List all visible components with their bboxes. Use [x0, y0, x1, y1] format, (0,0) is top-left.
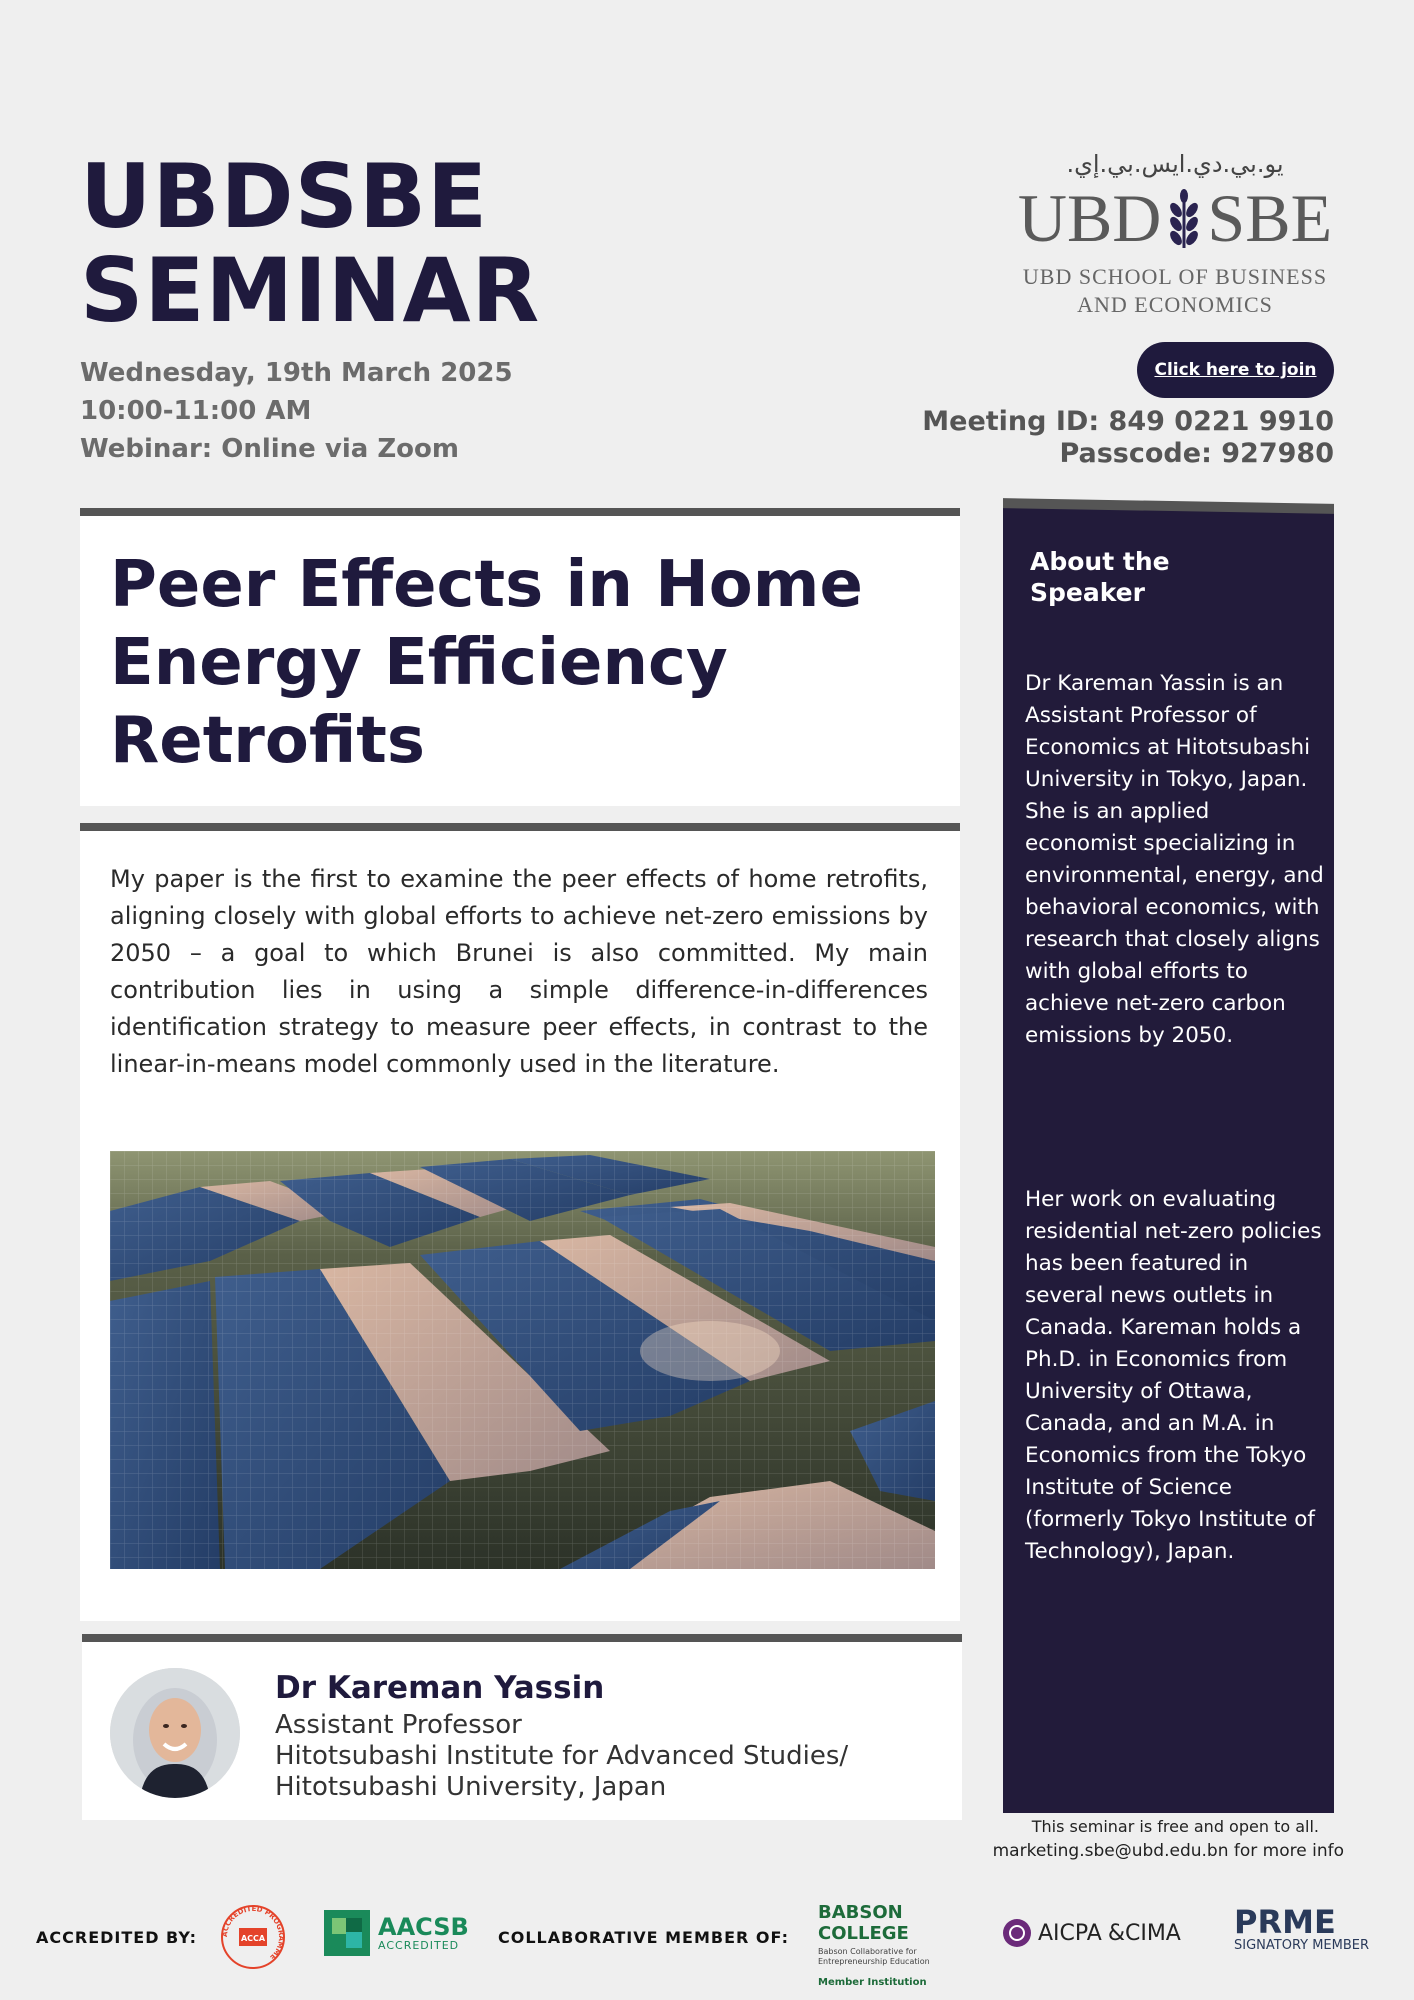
about-speaker-sidebar — [1003, 508, 1334, 1813]
speaker-role: Assistant Professor — [275, 1710, 522, 1740]
speaker-bio-paragraph-2: Her work on evaluating residential net-zero policies has been featured in several news outlets in Canada. Kareman holds a Ph.D. in Economics from University of Ottawa, Canada, and an M.A. in Economics from the Tokyo Institute of Science (formerly Tokyo Institute of Technology), Japan. — [1025, 1187, 1322, 1564]
aicpa-mark-icon — [1002, 1918, 1032, 1948]
logo-subtitle-line1: UBD SCHOOL OF BUSINESS — [1022, 263, 1328, 289]
logo-subtitle-line2: AND ECONOMICS — [1077, 291, 1273, 317]
event-time: 10:00-11:00 AM — [80, 396, 312, 426]
aacsb-text: AACSB — [378, 1912, 469, 1941]
speaker-bio-paragraph-1: Dr Kareman Yassin is an Assistant Professor of Economics at Hitotsubashi University in Tokyo, Japan. She is an applied economist specializing in environmental, energy, and behavioral economics, with research that closely aligns with global efforts to achieve net-zero carbon emissions by 2050. — [1025, 671, 1324, 1048]
talk-title-line1: Peer Effects in Home — [110, 548, 863, 622]
event-venue: Webinar: Online via Zoom — [80, 434, 459, 464]
babson-logo — [818, 1902, 968, 1988]
accredited-by-label: ACCREDITED BY: — [36, 1928, 197, 1947]
aacsb-subtext: ACCREDITED — [378, 1938, 460, 1952]
speaker-affiliation-line1: Hitotsubashi Institute for Advanced Studies/ — [275, 1741, 849, 1771]
seminar-title-line1: UBDSBE — [80, 145, 489, 248]
about-heading-line2: Speaker — [1030, 578, 1145, 607]
prme-logo — [1234, 1903, 1370, 1953]
acca-logo — [220, 1904, 286, 1970]
abstract-text: My paper is the first to examine the peer effects of home retrofits, aligning closely with global efforts to achieve net-zero emissions by 2050 – a goal to which Brunei is also committed. My main contribution lies in using a simple difference-in-differences identification strategy to measure peer effects, in contrast to the linear-in-means model commonly used in the literature. — [110, 865, 928, 1078]
seminar-title — [80, 145, 541, 342]
babson-sub1: Babson Collaborative for — [818, 1947, 917, 1956]
aacsb-logo — [324, 1910, 469, 1956]
speaker-avatar — [110, 1668, 240, 1798]
wheat-icon — [1167, 188, 1201, 263]
talk-title-line2: Energy Efficiency — [110, 626, 728, 700]
ubd-sbe-logo — [1010, 150, 1340, 319]
prme-subtext: SIGNATORY MEMBER — [1234, 1938, 1370, 1953]
speaker-name: Dr Kareman Yassin — [275, 1670, 605, 1706]
aicpa-text: AICPA — [1038, 1920, 1102, 1946]
babson-sub3: Member Institution — [818, 1977, 927, 1988]
babson-sub2: Entrepreneurship Education — [818, 1957, 930, 1966]
free-notice: This seminar is free and open to all. — [1031, 1817, 1319, 1836]
logo-arabic-text: يو.بي.دي.ايس.بي.إي. — [1066, 150, 1284, 178]
speaker-affiliation-line2: Hitotsubashi University, Japan — [275, 1772, 667, 1802]
aicpa-amp-text: &CIMA — [1107, 1920, 1181, 1946]
about-heading-line1: About the — [1030, 547, 1170, 576]
acca-ring-text: ACCREDITED PROGRAMME — [220, 1904, 286, 1962]
join-button[interactable]: Click here to join — [1137, 342, 1334, 398]
collaborative-member-label: COLLABORATIVE MEMBER OF: — [498, 1928, 789, 1947]
contact-email: marketing.sbe@ubd.edu.bn for more info — [992, 1841, 1344, 1861]
logo-wordmark-left: UBD — [1017, 180, 1162, 256]
event-date: Wednesday, 19th March 2025 — [80, 358, 513, 388]
logo-wordmark — [1010, 182, 1340, 263]
logo-wordmark-right: SBE — [1207, 180, 1333, 256]
about-speaker-heading — [1030, 546, 1170, 608]
speaker-panel — [82, 1634, 962, 1820]
sidebar-top-rule — [1003, 498, 1334, 514]
talk-title-line3: Retrofits — [110, 704, 425, 778]
aacsb-mark-icon — [324, 1910, 370, 1956]
babson-text: BABSON COLLEGE — [818, 1902, 909, 1944]
talk-title-panel — [80, 508, 960, 806]
abstract-panel — [80, 823, 960, 1621]
acca-text: ACCA — [240, 1934, 266, 1943]
talk-title — [110, 546, 863, 780]
meeting-id: Meeting ID: 849 0221 9910 — [922, 406, 1334, 437]
solar-panels-image — [110, 1151, 935, 1569]
aicpa-cima-logo — [1002, 1918, 1181, 1948]
prme-text: PRME — [1234, 1903, 1336, 1941]
seminar-title-line2: SEMINAR — [80, 239, 541, 342]
passcode: Passcode: 927980 — [1059, 438, 1334, 469]
